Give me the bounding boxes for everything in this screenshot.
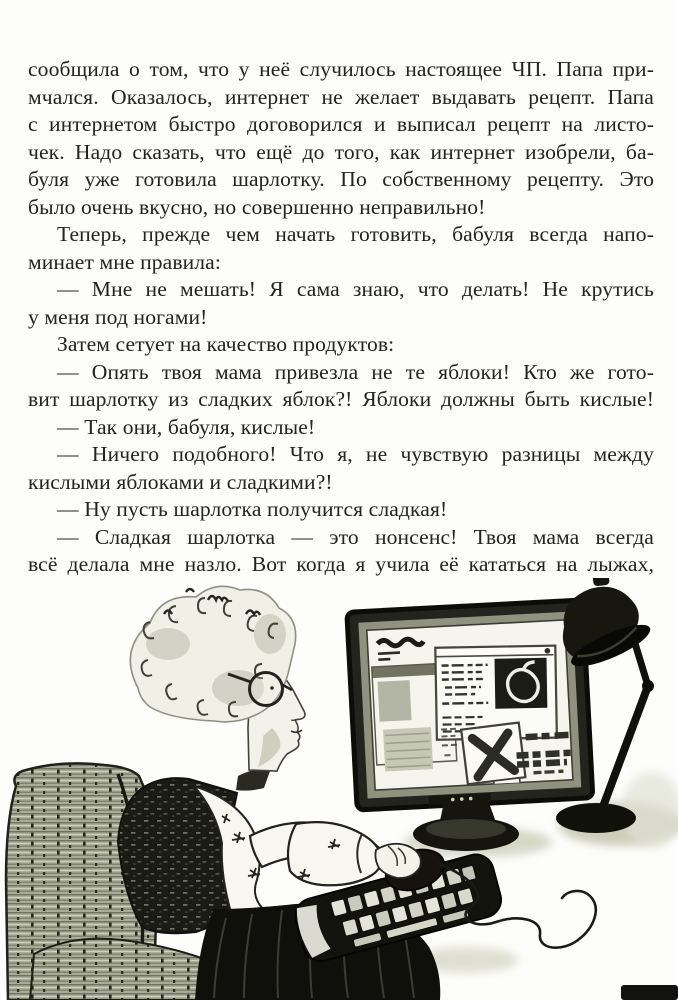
text-line: — Так они, бабуля, кислые!	[57, 414, 316, 439]
text-line: было очень вкусно, но совершенно неправильно!	[28, 194, 486, 219]
text-line: вит шарлотку из сладких яблок?! Яблоки должны быть кислые!	[28, 387, 654, 411]
link-scribble-small	[533, 771, 563, 773]
text-line: с интернетом быстро договорился и выписал рецепт на листо-	[28, 112, 654, 136]
computer-monitor	[347, 600, 593, 810]
text-line: чек. Надо сказать, что ещё до того, как интернет изобрели, ба-	[28, 139, 654, 164]
lamp-finial	[592, 578, 610, 586]
text-line: Затем сетует на качество продуктов:	[57, 332, 395, 356]
illustration	[0, 578, 678, 1000]
text-line: буля уже готовила шарлотку. По собственному рецепту. Это	[28, 167, 654, 191]
text-line: — Мне не мешать! Я сама знаю, что делать! Не крутись	[57, 277, 654, 301]
eye	[270, 686, 274, 690]
page-text	[28, 56, 654, 579]
image-placeholder	[378, 680, 412, 722]
text-line: мчался. Оказалось, интернет не желает выдавать рецепт. Папа	[28, 84, 654, 109]
text-line: минает мне правила:	[28, 249, 221, 274]
text-line: — Ну пусть шарлотка получится сладкая!	[57, 497, 448, 521]
text-line: кислыми яблоками и сладкими?!	[28, 469, 333, 494]
text-line: у меня под ногами!	[28, 304, 208, 329]
page-corner-mark	[621, 985, 678, 1000]
text-line: — Ничего подобного! Что я, не чувствую разницы между	[57, 442, 654, 466]
text-line: — Сладкая шарлотка — это нонсенс! Твоя мама всегда	[57, 524, 654, 549]
lamp-base	[556, 803, 636, 833]
text-line: всё делала мне назло. Вот когда я учила её кататься на лыжах,	[28, 552, 654, 576]
text-line: Теперь, прежде чем начать готовить, бабуля всегда напо-	[57, 222, 654, 246]
lamp-elbow	[642, 680, 654, 692]
text-line: сообщила о том, что у неё случилось настоящее ЧП. Папа при-	[28, 57, 654, 81]
collar	[236, 769, 270, 790]
head	[130, 586, 305, 790]
text-line: — Опять твоя мама привезла не те яблоки! Кто же гото-	[57, 359, 654, 384]
